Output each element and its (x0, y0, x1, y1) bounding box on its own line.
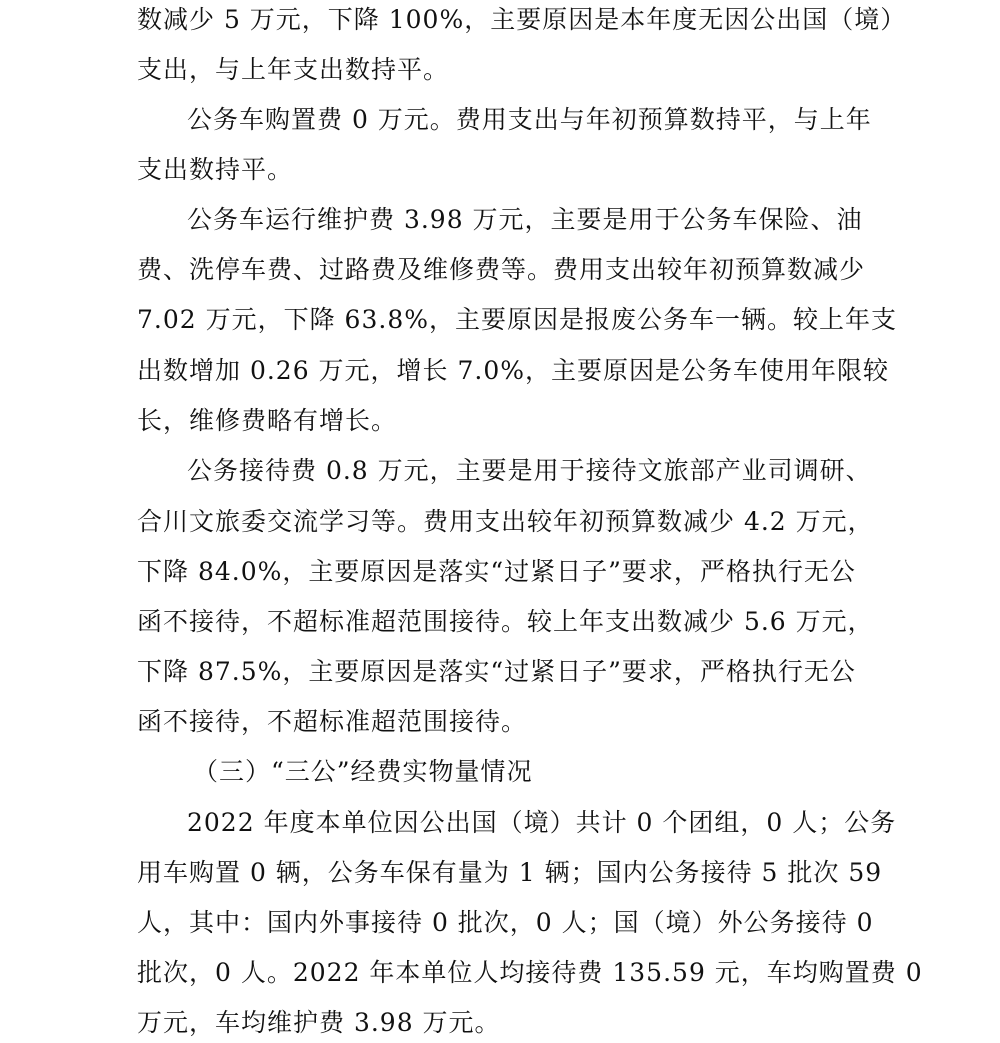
text-line: 支出数持平。 (137, 155, 294, 184)
text-line: 函不接待，不超标准超范围接待。较上年支出数减少 5.6 万元， (137, 607, 874, 636)
text-line: 数减少 5 万元，下降 100%，主要原因是本年度无因公出国（境） (137, 5, 907, 34)
text-line: 人，其中：国内外事接待 0 批次，0 人；国（境）外公务接待 0 (137, 908, 874, 937)
text-line: 合川文旅委交流学习等。费用支出较年初预算数减少 4.2 万元， (137, 507, 874, 536)
text-line: 万元，车均维护费 3.98 万元。 (137, 1008, 501, 1037)
text-line: 支出，与上年支出数持平。 (137, 55, 450, 84)
paragraph-reception: 公务接待费 0.8 万元，主要是用于接待文旅部产业司调研、 (187, 456, 872, 485)
text-line: 7.02 万元，下降 63.8%，主要原因是报废公务车一辆。较上年支 (137, 305, 897, 334)
text-line: 长，维修费略有增长。 (137, 406, 398, 435)
text-line: 函不接待，不超标准超范围接待。 (137, 707, 528, 736)
text-line: 下降 87.5%，主要原因是落实“过紧日子”要求，严格执行无公 (137, 657, 856, 686)
paragraph-car-maintenance: 公务车运行维护费 3.98 万元，主要是用于公务车保险、油 (187, 205, 863, 234)
text-line: 费、洗停车费、过路费及维修费等。费用支出较年初预算数减少 (137, 255, 866, 284)
text-line: 批次，0 人。2022 年本单位人均接待费 135.59 元，车均购置费 0 (137, 958, 923, 987)
section-heading: （三）“三公”经费实物量情况 (193, 757, 533, 786)
paragraph-physical-quantities: 2022 年度本单位因公出国（境）共计 0 个团组，0 人；公务 (187, 808, 897, 837)
text-line: 出数增加 0.26 万元，增长 7.0%，主要原因是公务车使用年限较 (137, 356, 890, 385)
text-line: 用车购置 0 辆，公务车保有量为 1 辆；国内公务接待 5 批次 59 (137, 858, 883, 887)
paragraph-car-purchase: 公务车购置费 0 万元。费用支出与年初预算数持平，与上年 (187, 105, 872, 134)
text-line: 下降 84.0%，主要原因是落实“过紧日子”要求，严格执行无公 (137, 557, 856, 586)
